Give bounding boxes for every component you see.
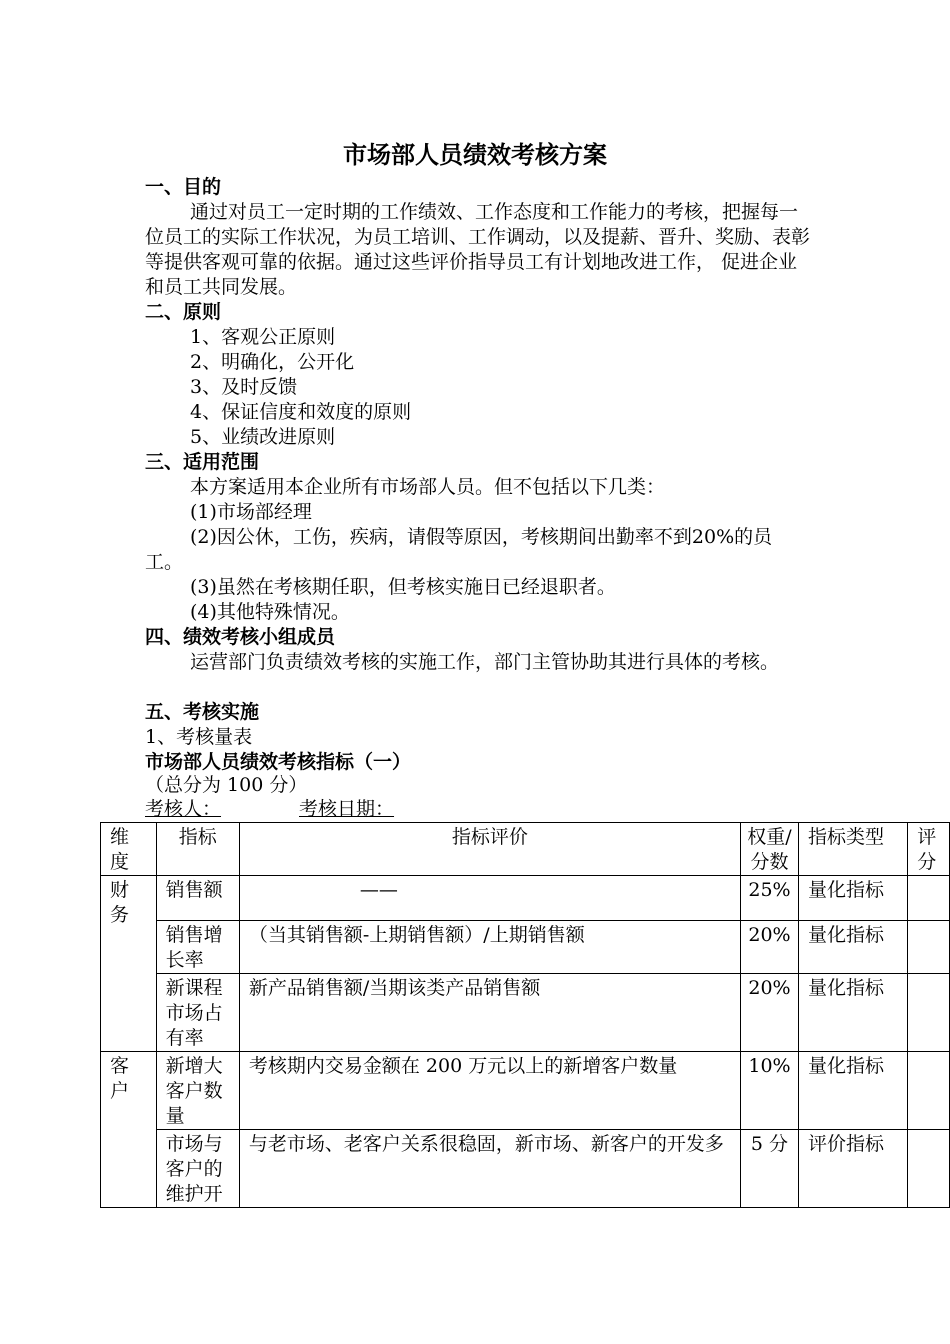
assessor-line [145,797,398,822]
header-cell: 指标评价 [239,823,740,876]
score-cell[interactable] [908,1130,950,1208]
weight-cell: 25% [740,876,798,921]
evaluation-cell: 考核期内交易金额在 200 万元以上的新增客户数量 [239,1052,740,1130]
score-cell[interactable] [908,1052,950,1130]
principle-item: 2、明确化，公开化 [190,351,355,373]
header-cell: 权重/分数 [740,823,798,876]
kpi-table [100,822,950,1208]
weight-cell: 10% [740,1052,798,1130]
principle-item: 3、及时反馈 [190,376,298,398]
score-cell[interactable] [908,974,950,1052]
type-cell: 量化指标 [799,1052,908,1130]
scope-item: (2)因公休，工伤，疾病，请假等原因，考核期间出勤率不到20%的员工。 [145,526,773,573]
indicator-cell: 新课程市场占有率 [156,974,239,1052]
total-score-note: （总分为 100 分） [145,774,308,796]
score-cell[interactable] [908,921,950,974]
header-cell: 指标 [156,823,239,876]
weight-cell: 20% [740,974,798,1052]
dimension-cell: 客户 [101,1052,157,1208]
dimension-cell: 财务 [101,876,157,1052]
weight-cell: 5 分 [740,1130,798,1208]
assessor-label: 考核人： [145,798,222,820]
evaluation-cell: 新产品销售额/当期该类产品销售额 [239,974,740,1052]
section-heading-scope: 三、适用范围 [145,451,260,473]
indicator-cell: 市场与客户的维护开 [156,1130,239,1208]
evaluation-cell: （当其销售额-上期销售额）/上期销售额 [239,921,740,974]
scale-subheading: 1、考核量表 [145,726,253,748]
table-title: 市场部人员绩效考核指标（一） [145,751,412,773]
table-row [101,876,950,921]
table-row [101,1130,950,1208]
table-row [101,1052,950,1130]
team-paragraph: 运营部门负责绩效考核的实施工作，部门主管协助其进行具体的考核。 [190,651,780,673]
type-cell: 评价指标 [799,1130,908,1208]
type-cell: 量化指标 [799,921,908,974]
type-cell: 量化指标 [799,974,908,1052]
header-cell: 评分 [908,823,950,876]
table-row [101,974,950,1052]
section-heading-team: 四、绩效考核小组成员 [145,626,336,648]
principle-item: 4、保证信度和效度的原则 [190,401,412,423]
date-label: 考核日期： [299,798,395,820]
page-title: 市场部人员绩效考核方案 [343,141,607,169]
indicator-cell: 销售增长率 [156,921,239,974]
indicator-cell: 销售额 [156,876,239,921]
section-heading-principles: 二、原则 [145,301,222,323]
scope-item: (3)虽然在考核期任职，但考核实施日已经退职者。 [190,576,616,598]
principle-item: 1、客观公正原则 [190,326,336,348]
evaluation-cell: —— [239,876,740,921]
principle-item: 5、业绩改进原则 [190,426,336,448]
section-heading-implementation: 五、考核实施 [145,701,260,723]
table-header-row [101,823,950,876]
section-heading-purpose: 一、目的 [145,176,222,198]
evaluation-cell: 与老市场、老客户关系很稳固，新市场、新客户的开发多 [239,1130,740,1208]
scope-item: (1)市场部经理 [190,501,312,523]
header-cell: 指标类型 [799,823,908,876]
header-cell: 维度 [101,823,157,876]
indicator-cell: 新增大客户数量 [156,1052,239,1130]
weight-cell: 20% [740,921,798,974]
scope-item: (4)其他特殊情况。 [190,601,350,623]
score-cell[interactable] [908,876,950,921]
scope-intro: 本方案适用本企业所有市场部人员。但不包括以下几类： [190,476,666,498]
type-cell: 量化指标 [799,876,908,921]
table-row [101,921,950,974]
purpose-paragraph: 通过对员工一定时期的工作绩效、工作态度和工作能力的考核，把握每一位员工的实际工作状况，为员工培训、工作调动，以及提薪、晋升、奖励、表彰等提供客观可靠的依据。通过这些评价指导员工有计划地改进工作， 促进企业和员工共同发展。 [145,201,811,298]
